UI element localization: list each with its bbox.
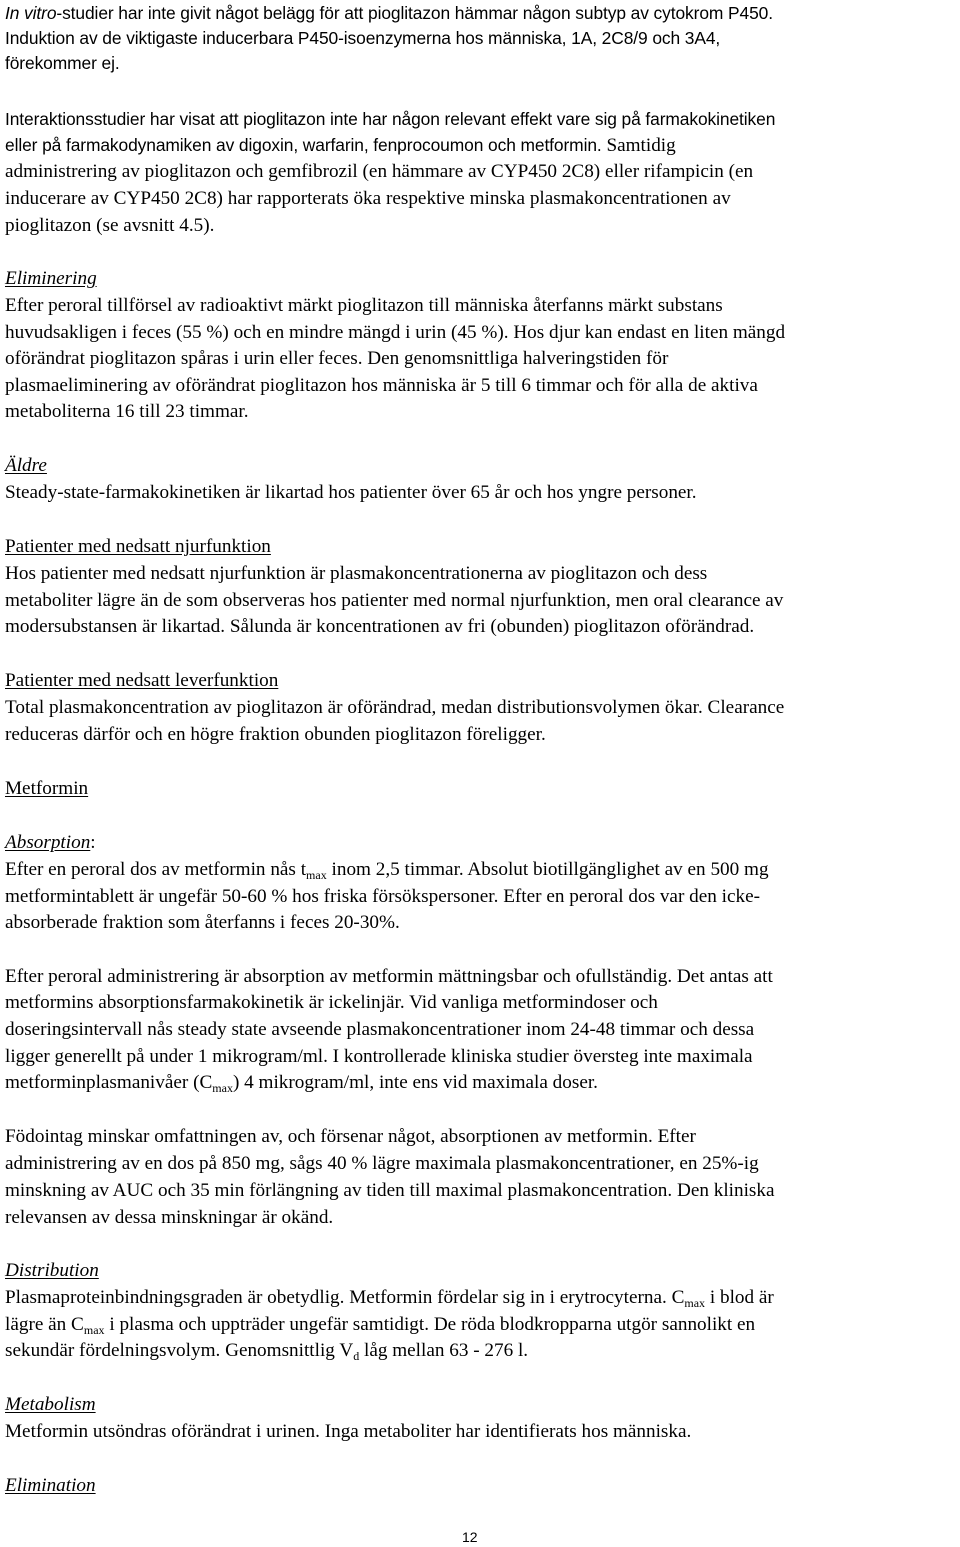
body-line: absorberade fraktion som återfanns i feces 20-30%.: [5, 912, 400, 933]
intro-text: -studier har inte givit något belägg för att pioglitazon hämmar någon subtyp av cytokrom P450.: [56, 3, 773, 23]
body-line: [5, 1285, 774, 1312]
body-text: låg mellan 63 - 276 l.: [359, 1340, 529, 1361]
subscript: max: [212, 1081, 233, 1095]
body-text: metforminplasmanivåer (C: [5, 1072, 213, 1093]
body-line: Efter peroral administrering är absorption av metformin mättningsbar och ofullständig. Det antas att: [5, 966, 773, 987]
body-line: reduceras därför och en högre fraktion obunden pioglitazon föreligger.: [5, 724, 546, 745]
section-heading-metformin: Metformin: [5, 778, 89, 799]
body-line: administrering av en dos på 850 mg, sågs 40 % lägre maximala plasmakoncentrationer, en 25%-ig: [5, 1153, 759, 1174]
subsection-heading-metabolism: Metabolism: [5, 1394, 96, 1415]
section-heading-leverfunktion: Patienter med nedsatt leverfunktion: [5, 670, 279, 691]
body-text: i plasma och uppträder ungefär samtidigt. De röda blodkropparna utgör sannolikt en: [104, 1314, 756, 1335]
interaction-line: pioglitazon (se avsnitt 4.5).: [5, 215, 215, 236]
page-number: 12: [462, 1529, 478, 1545]
body-line: [5, 1312, 755, 1339]
subscript: max: [684, 1296, 706, 1310]
interaction-line: [5, 132, 676, 159]
subscript: max: [306, 868, 327, 882]
subsection-heading-distribution: Distribution: [5, 1260, 99, 1281]
interaction-line: inducerare av CYP450 2C8) har rapporterats öka respektive minska plasmakoncentrationen av: [5, 188, 731, 209]
section-heading-eliminering: Eliminering: [5, 268, 97, 289]
section-heading-aldre: Äldre: [5, 455, 47, 476]
body-line: metaboliterna 16 till 23 timmar.: [5, 401, 249, 422]
body-text: Plasmaproteinbindningsgraden är obetydlig. Metformin fördelar sig in i erytrocyterna. C: [5, 1287, 685, 1308]
heading-colon: :: [90, 832, 96, 853]
body-line: plasmaeliminering av oförändrat pioglitazon hos människa är 5 till 6 timmar och för alla de aktiva: [5, 375, 758, 396]
body-text: i blod är: [705, 1287, 774, 1308]
body-text: Efter en peroral dos av metformin nås t: [5, 859, 307, 880]
intro-line: Induktion av de viktigaste inducerbara P450-isoenzymerna hos människa, 1A, 2C8/9 och 3A4,: [5, 28, 721, 48]
body-line: Födointag minskar omfattningen av, och försenar något, absorptionen av metformin. Efter: [5, 1126, 696, 1147]
body-line: [5, 1338, 528, 1365]
body-line: Total plasmakoncentration av pioglitazon är oförändrad, medan distributionsvolymen ökar. Clearance: [5, 697, 785, 718]
body-line: minskning av AUC och 35 min förlängning av tiden till maximal plasmakoncentration. Den kliniska: [5, 1180, 775, 1201]
interaction-text: eller på farmakodynamiken av digoxin, warfarin, fenprocoumon och metformin.: [5, 135, 602, 155]
subscript: d: [353, 1349, 360, 1363]
body-line: metformins absorptionsfarmakokinetik är ickelinjär. Vid vanliga metformindoser och: [5, 992, 658, 1013]
interaction-line: Interaktionsstudier har visat att pioglitazon inte har någon relevant effekt vare sig på farmakokinetiken: [5, 109, 776, 129]
body-text: ) 4 mikrogram/ml, inte ens vid maximala doser.: [232, 1072, 598, 1093]
intro-line: förekommer ej.: [5, 53, 120, 73]
in-vitro-term: In vitro: [5, 3, 57, 23]
body-line: modersubstansen är likartad. Sålunda är koncentrationen av fri (obunden) pioglitazon oförändrad.: [5, 616, 755, 637]
body-line: Metformin utsöndras oförändrat i urinen. Inga metaboliter har identifierats hos människa.: [5, 1421, 692, 1442]
subscript: max: [83, 1323, 105, 1337]
body-line: Hos patienter med nedsatt njurfunktion är plasmakoncentrationerna av pioglitazon och dess: [5, 563, 708, 584]
body-line: Steady-state-farmakokinetiken är likartad hos patienter över 65 år och hos yngre personer.: [5, 482, 697, 503]
body-line: doseringsintervall nås steady state avseende plasmakoncentrationer inom 24-48 timmar och dessa: [5, 1019, 755, 1040]
body-line: metaboliter lägre än de som observeras hos patienter med normal njurfunktion, men oral clearance av: [5, 590, 784, 611]
body-line: relevansen av dessa minskningar är okänd.: [5, 1207, 334, 1228]
body-line: huvudsakligen i feces (55 %) och en mindre mängd i urin (45 %). Hos djur kan endast en liten mängd: [5, 322, 786, 343]
body-line: Efter peroral tillförsel av radioaktivt märkt pioglitazon till människa återfanns märkt substans: [5, 295, 723, 316]
interaction-text: Samtidig: [601, 135, 676, 156]
body-line: [5, 1070, 598, 1097]
interaction-line: administrering av pioglitazon och gemfibrozil (en hämmare av CYP450 2C8) eller rifampicin (en: [5, 161, 754, 182]
intro-line: [5, 0, 773, 26]
absorption-heading-text: Absorption: [5, 832, 91, 853]
body-text: inom 2,5 timmar. Absolut biotillgänglighet av en 500 mg: [326, 859, 769, 880]
body-line: metformintablett är ungefär 50-60 % hos friska försökspersoner. Efter en peroral dos var den icke-: [5, 886, 760, 907]
body-text: lägre än C: [5, 1314, 84, 1335]
body-line: ligger generellt på under 1 mikrogram/ml. I kontrollerade kliniska studier översteg inte maximala: [5, 1046, 753, 1067]
body-line: oförändrat pioglitazon spåras i urin eller feces. Den genomsnittliga halveringstiden för: [5, 348, 669, 369]
subsection-heading-absorption: [5, 830, 96, 856]
body-text: sekundär fördelningsvolym. Genomsnittlig V: [5, 1340, 354, 1361]
body-line: [5, 857, 769, 884]
subsection-heading-elimination: Elimination: [5, 1475, 96, 1496]
section-heading-njurfunktion: Patienter med nedsatt njurfunktion: [5, 536, 271, 557]
